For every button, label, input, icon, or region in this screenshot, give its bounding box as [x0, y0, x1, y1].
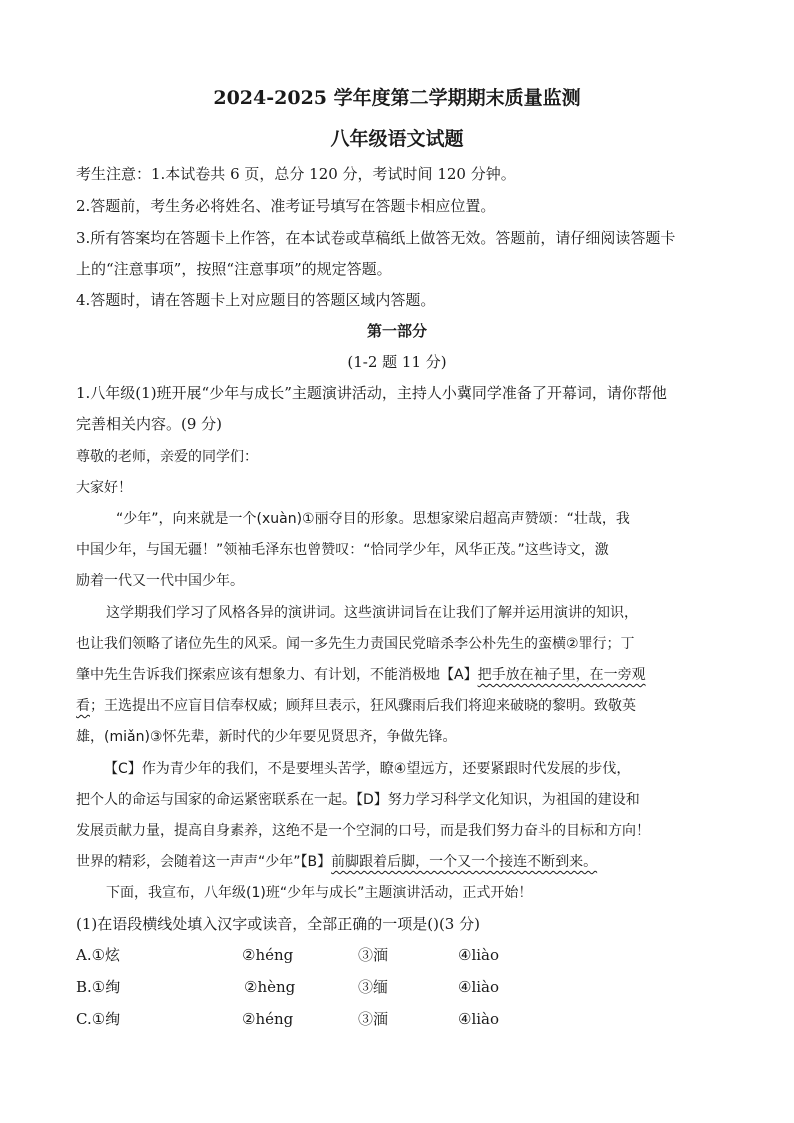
option-c-label: C.①绚 [76, 1010, 121, 1028]
passage-p2-line5: 雄，(miǎn)③怀先辈，新时代的少年要见贤思齐，争做先锋。 [76, 729, 457, 745]
marked-phrase-a-part2: 看 [76, 698, 90, 714]
passage-p2-line2: 也让我们领略了诸位先生的风采。闻一多先生力责国民党暗杀李公朴先生的蛮横②罪行；丁 [76, 636, 635, 652]
passage-p2-line4-text: ；王选提出不应盲目信奉权威；顾拜旦表示，狂风骤雨后我们将迎来破晓的黎明。致敬英 [90, 698, 636, 714]
passage-p1-line3: 励着一代又一代中国少年。 [76, 573, 244, 589]
option-a-label: A.①炫 [76, 946, 121, 964]
exam-subtitle: 八年级语文试题 [330, 128, 464, 150]
passage-p2-line4 [76, 696, 636, 716]
question-1-stem-b: 完善相关内容。(9 分) [76, 415, 223, 433]
passage-p3-line2: 把个人的命运与国家的命运紧密联系在一起。【D】努力学习科学文化知识，为祖国的建设和 [76, 792, 640, 808]
passage-p3-line3: 发展贡献力量，提高自身素养，这绝不是一个空洞的口号，而是我们努力奋斗的目标和方向！ [76, 823, 650, 839]
marked-phrase-a-part1: 把手放在袖子里，在一旁观 [477, 667, 646, 683]
note-line-3b: 上的“注意事项”，按照“注意事项”的规定答题。 [76, 260, 392, 278]
note-line-3a: 3.所有答案均在答题卡上作答，在本试卷或草稿纸上做答无效。答题前，请仔细阅读答题卡 [76, 229, 676, 247]
part-scope: (1-2 题 11 分) [347, 353, 447, 371]
marked-phrase-b: 前脚跟着后脚，一个又一个接连不断到来。 [331, 854, 598, 870]
passage-hello: 大家好！ [76, 480, 132, 496]
option-a-item2: ②héng [242, 946, 294, 964]
note-line-2: 2.答题前，考生务必将姓名、准考证号填写在答题卡相应位置。 [76, 197, 496, 215]
passage-greeting: 尊敬的老师，亲爱的同学们： [76, 449, 258, 465]
option-a-item3: ③湎 [358, 946, 389, 964]
option-b-item4: ④liào [458, 978, 500, 996]
passage-p3-line1: 【C】作为青少年的我们，不是要埋头苦学，瞭④望远方，还要紧跟时代发展的步伐， [104, 761, 631, 777]
sub-question-1-stem: (1)在语段横线处填入汉字或读音，全部正确的一项是()(3 分) [76, 915, 480, 933]
option-b-item3: ③缅 [358, 978, 389, 996]
exam-title: 2024-2025 学年度第二学期期末质量监测 [213, 87, 581, 109]
passage-p1-line2: 中国少年，与国无疆！”领袖毛泽东也曾赞叹：“恰同学少年，风华正茂。”这些诗文，激 [76, 542, 609, 558]
note-line-4: 4.答题时，请在答题卡上对应题目的答题区域内答题。 [76, 291, 436, 309]
passage-p3-line4 [76, 852, 597, 872]
passage-p2-line3 [76, 665, 646, 685]
option-c-item2: ②héng [242, 1010, 294, 1028]
passage-p3-line4-text: 世界的精彩，会随着这一声声“少年”【B】 [76, 854, 332, 870]
option-a-item4: ④liào [458, 946, 500, 964]
option-b-label: B.①绚 [76, 978, 121, 996]
option-c-item3: ③湎 [358, 1010, 389, 1028]
passage-p2-line1: 这学期我们学习了风格各异的演讲词。这些演讲词旨在让我们了解并运用演讲的知识， [106, 605, 638, 621]
passage-p2-line3-text: 肇中先生告诉我们探索应该有想象力、有计划，不能消极地【A】 [76, 667, 478, 683]
part-heading: 第一部分 [366, 322, 427, 340]
passage-p1-line1: “少年”，向来就是一个(xuàn)①丽夺目的形象。思想家梁启超高声赞颂：“壮哉，我 [116, 511, 630, 527]
option-c-item4: ④liào [458, 1010, 500, 1028]
option-b-item2: ②hèng [244, 978, 296, 996]
passage-p4: 下面，我宣布，八年级(1)班“少年与成长”主题演讲活动，正式开始！ [106, 885, 533, 901]
note-line-1: 考生注意：1.本试卷共 6 页，总分 120 分，考试时间 120 分钟。 [76, 165, 516, 183]
question-1-stem-a: 1.八年级(1)班开展“少年与成长”主题演讲活动，主持人小冀同学准备了开幕词，请你帮他 [76, 384, 667, 402]
